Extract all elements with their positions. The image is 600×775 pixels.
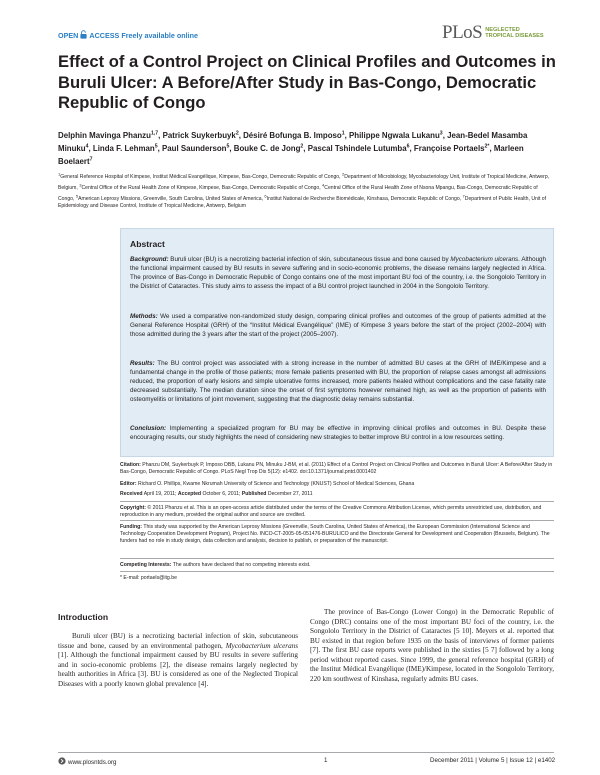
author <box>414 144 494 153</box>
affiliation-number: 2 <box>341 171 345 176</box>
conclusion-text: Implementing a specialized program for BU may be effective in improving clinical profiles and outcomes in BU. Despite these encouraging results, our study highlights the need of considering new strategies to better improve BU control in a low resources setting. <box>130 425 546 441</box>
abstract-heading: Abstract <box>130 239 165 249</box>
journal-mark: PLoS <box>442 22 483 43</box>
copyright-label: Copyright: <box>120 505 146 511</box>
author-separator: , <box>157 143 163 153</box>
funding <box>120 524 554 545</box>
author-affiliation-ref: 4 <box>85 143 89 150</box>
author-separator: , <box>238 130 244 140</box>
citation-label: Citation: <box>120 462 141 468</box>
accepted-text: October 6, 2011; <box>201 491 242 497</box>
affiliation-number: 1 <box>58 171 61 176</box>
funding-text: This study was supported by the American Leprosy Missions (Greenville, South Carolina, United States of America), the European Commission (International Science and Technology Cooperation Development Program), Project No. INCO-CT-2005-05-051476-BURULICO and the Directorate General for Development and Cooperation (Brussels, Belgium). The funders had no role in study design, data collection and analysis, decision to publish, or preparation of the manuscript. <box>120 524 550 544</box>
affiliation-text: Institut National de Recherche Biomédicale, Kinshasa, Democratic Republic of Congo, <box>266 195 463 202</box>
affiliation-text: Central Office of the Rural Health Zone of Kimpese, Kimpese, Bas-Congo, Democratic Republic of Congo, <box>81 184 323 191</box>
background-label: Background: <box>130 256 169 263</box>
author-affiliation-ref: 7 <box>89 156 93 163</box>
editor <box>120 481 554 488</box>
affiliation <box>79 182 323 191</box>
meta-divider <box>120 571 554 572</box>
author <box>243 131 349 140</box>
author-affiliation-ref: 1 <box>341 130 345 136</box>
author-affiliation-ref: 6 <box>406 143 410 150</box>
author-name: Désiré Bofunga B. Imposo <box>243 130 342 140</box>
author-name: Delphin Mavinga Phanzu <box>58 130 151 140</box>
journal-subtitle-line-2: TROPICAL DISEASES <box>485 33 544 39</box>
author <box>234 144 308 153</box>
author-name: Bouke C. de Jong <box>233 143 301 153</box>
background-text-1: Buruli ulcer (BU) is a necrotizing bacterial infection of skin, subcutaneous tissue and bone caused by <box>168 256 451 263</box>
author-affiliation-ref: 5 <box>226 143 230 150</box>
introduction-heading: Introduction <box>58 612 109 622</box>
editor-label: Editor: <box>120 481 137 487</box>
competing-text: The authors have declared that no competing interests exist. <box>171 562 311 568</box>
body-column-right: The province of Bas-Congo (Lower Congo) in the Democratic Republic of Congo (DRC) contains one of the most important BU foci of the country, i.e. the Songololo Territory in the District of Cataractes [5 10]. Meyers et al. reported that BU existed in that region before 1935 on the basis of interviews of former patients [7]. The first BU case reports were published in the sixties [5 7] followed by a long period without reported cases. Since 1999, the general reference hospital (GRH) of the Institut Médical Evangélique (IME)/Kimpese, located in the Songololo Territory, 220 km southwest of Kinshasa, regularly admits BU cases. <box>310 608 554 683</box>
contact-email[interactable]: * E-mail: portaels@itg.be <box>120 575 177 581</box>
affiliation-text: American Leprosy Missions, Greenville, South Carolina, United States of America, <box>78 195 265 202</box>
received-text: April 19, 2011; <box>142 491 178 497</box>
accepted-label: Accepted <box>177 491 202 497</box>
author-name: Pascal Tshindele Lutumba <box>307 143 407 153</box>
author-name: Paul Saunderson <box>162 143 227 153</box>
background-italic: Mycobacterium ulcerans <box>450 256 519 263</box>
abstract-box <box>120 228 554 457</box>
author-separator: , <box>229 143 234 153</box>
author-affiliation-ref: 5 <box>154 143 158 150</box>
author <box>349 131 447 140</box>
author-name: Linda F. Lehman <box>92 143 155 153</box>
page-number: 1 <box>324 757 328 764</box>
access-label: ACCESS <box>89 31 120 40</box>
author-affiliation-ref: 2 <box>300 143 304 150</box>
affiliation-text: Department of Public Health, Unit of Epidemiology and Disease Control, Institute of Tropical Medicine, Antwerp, Belgium <box>58 195 547 210</box>
footer-url[interactable] <box>58 757 117 767</box>
competing-label: Competing Interests: <box>120 562 172 568</box>
open-label: OPEN <box>58 31 79 40</box>
affiliation-number: 5 <box>75 193 79 199</box>
author-separator: , <box>344 130 350 140</box>
affiliation <box>264 193 463 202</box>
author-separator: , <box>442 130 448 140</box>
meta-divider <box>120 520 554 521</box>
abstract-conclusion <box>130 425 546 443</box>
author-affiliation-ref: 2 <box>235 130 239 136</box>
author <box>58 131 163 140</box>
competing-interests <box>120 562 554 569</box>
author-affiliation-ref: 1,7 <box>150 130 159 136</box>
author <box>93 144 162 153</box>
affiliation-text: General Reference Hospital of Kimpese, Institut Médical Evangélique, Kimpese, Bas-Congo, Democratic Republic of Congo, <box>60 173 342 180</box>
affiliation-number: 7 <box>462 193 465 199</box>
url-arrow-icon <box>58 757 66 767</box>
affiliation-text: Department of Microbiology, Mycobacteriology Unit, Institute of Tropical Medicine, Antwerp, Belgium, <box>58 173 550 191</box>
left-italic: Mycobacterium ulcerans <box>225 641 298 650</box>
author-list <box>58 128 558 167</box>
published-text: December 27, 2011 <box>266 491 313 497</box>
left-text-2: [1]. Although the functional impairment caused by BU results in severe suffering and in socio-economic problems [2], the disease remains largely neglected by health authorities in Africa [3]. BU is considered as one of the Neglected Tropical Diseases with a poorly known global prevalence [4]. <box>58 651 298 688</box>
abstract-methods <box>130 313 546 340</box>
funding-label: Funding: <box>120 524 142 530</box>
meta-divider <box>120 558 554 559</box>
editor-text: Richard O. Phillips, Kwame Nkrumah University of Science and Technology (KNUST) School of Medical Sciences, Ghana <box>136 481 415 487</box>
author-affiliation-ref: 3 <box>439 130 443 136</box>
author-separator: , <box>409 143 414 153</box>
meta-divider <box>120 501 554 502</box>
journal-subtitle <box>485 27 543 40</box>
author-name: Philippe Ngwala Lukanu <box>349 130 440 140</box>
abstract-results <box>130 360 546 405</box>
author-name: Jean-Bedel Masamba Minuku <box>58 130 528 153</box>
affiliation-number: 4 <box>322 182 325 188</box>
author-name: Marleen Boelaert <box>58 143 524 166</box>
journal-logo <box>442 22 544 44</box>
author-affiliation-ref: 2* <box>484 143 490 150</box>
citation <box>120 462 554 476</box>
abstract-background <box>130 256 546 292</box>
author-name: Françoise Portaels <box>413 143 485 153</box>
free-available-label: Freely available online <box>121 31 199 40</box>
results-text: The BU control project was associated with a strong increase in the number of admitted BU cases at the GRH of IME/Kimpese and a fundamental change in the profile of those patients; more female patients presented with BU, the proportion of relapse cases amongst all admissions reduced, the proportion of early lesions and simple ulcerative forms increased, more patients healed without complications and the case fatality rate decreased substantially. The median duration since the onset of first symptoms however remained high, as well as the proportion of patients with osteomyelitis or limitations of joint movement, suggesting that the diagnostic delay remains substantial. <box>130 360 546 403</box>
methods-label: Methods: <box>130 313 158 320</box>
footer-url-text[interactable]: www.plosntds.org <box>68 758 117 766</box>
article-title: Effect of a Control Project on Clinical Profiles and Outcomes in Buruli Ulcer: A Before/After Study in Bas-Congo, Democratic Republic of Congo <box>58 52 556 112</box>
copyright-text: © 2011 Phanzu et al. This is an open-access article distributed under the terms of the Creative Commons Attribution License, which permits unrestricted use, distribution, and reproduction in any medium, provided the original author and source are credited. <box>120 505 542 518</box>
journal-subtitle-line-1: NEGLECTED <box>485 26 520 33</box>
open-lock-icon <box>80 30 87 41</box>
affiliation-number: 3 <box>79 182 82 188</box>
affiliation <box>75 193 265 202</box>
dates <box>120 491 554 498</box>
conclusion-label: Conclusion: <box>130 425 167 432</box>
open-access-badge <box>58 30 198 41</box>
author <box>308 144 414 153</box>
author-separator: , <box>88 143 93 153</box>
author-name: Patrick Suykerbuyk <box>162 130 236 140</box>
background-text-2: . Although the functional impairment caused by BU results in severe suffering and in socio-economic problems, the disease remains largely neglected in Africa. The province of Bas-Congo in Democratic Republic of Congo contains one of the most important BU foci of the country, i.e. the Songololo Territory in the District of Cataractes. This study aims to assess the impact of a BU control project launched in 2004 in the Songololo Territory. <box>130 256 546 290</box>
methods-text: We used a comparative non-randomized study design, comparing clinical profiles and outcomes of the group of patients admitted at the General Reference Hospital (GRH) of the “Institut Médical Evangélique” (IME) of Kimpese 3 years before the start of the project (2002–2004) with those admitted during the 3 years after the start of the project (2005–2007). <box>130 313 546 338</box>
body-column-left <box>58 632 298 689</box>
received-label: Received <box>120 491 143 497</box>
affiliation <box>58 171 342 180</box>
results-label: Results: <box>130 360 155 367</box>
author-separator: , <box>303 143 308 153</box>
author <box>162 144 234 153</box>
issue-info: December 2011 | Volume 5 | Issue 12 | e1402 <box>430 757 556 764</box>
affiliations <box>58 170 553 211</box>
affiliation-text: Central Office of the Rural Health Zone of Nsona Mpangu, Bas-Congo, Democratic Republic of Congo, <box>58 184 538 202</box>
affiliation-number: 6 <box>264 193 267 199</box>
left-text-1: Buruli ulcer (BU) is a necrotizing bacterial infection of skin, subcutaneous tissue and bone, caused by an environmental pathogen, <box>58 632 298 650</box>
author <box>163 131 244 140</box>
citation-text: Phanzu DM, Suykerbuyk P, Imposo DBB, Lukanu PN, Minuku J-BM, et al. (2011) Effect of a Control Project on Clinical Profiles and Outcomes in Buruli Ulcer: A Before/After Study in Bas-Congo, Democratic Republic of Congo. PLoS Negl Trop Dis 5(12): e1402. doi:10.1371/journal.pntd.0001402 <box>120 462 553 475</box>
published-label: Published <box>241 491 267 497</box>
copyright <box>120 505 554 519</box>
author-separator: , <box>158 130 163 140</box>
author-separator: , <box>489 143 494 153</box>
footer-divider <box>58 752 554 753</box>
